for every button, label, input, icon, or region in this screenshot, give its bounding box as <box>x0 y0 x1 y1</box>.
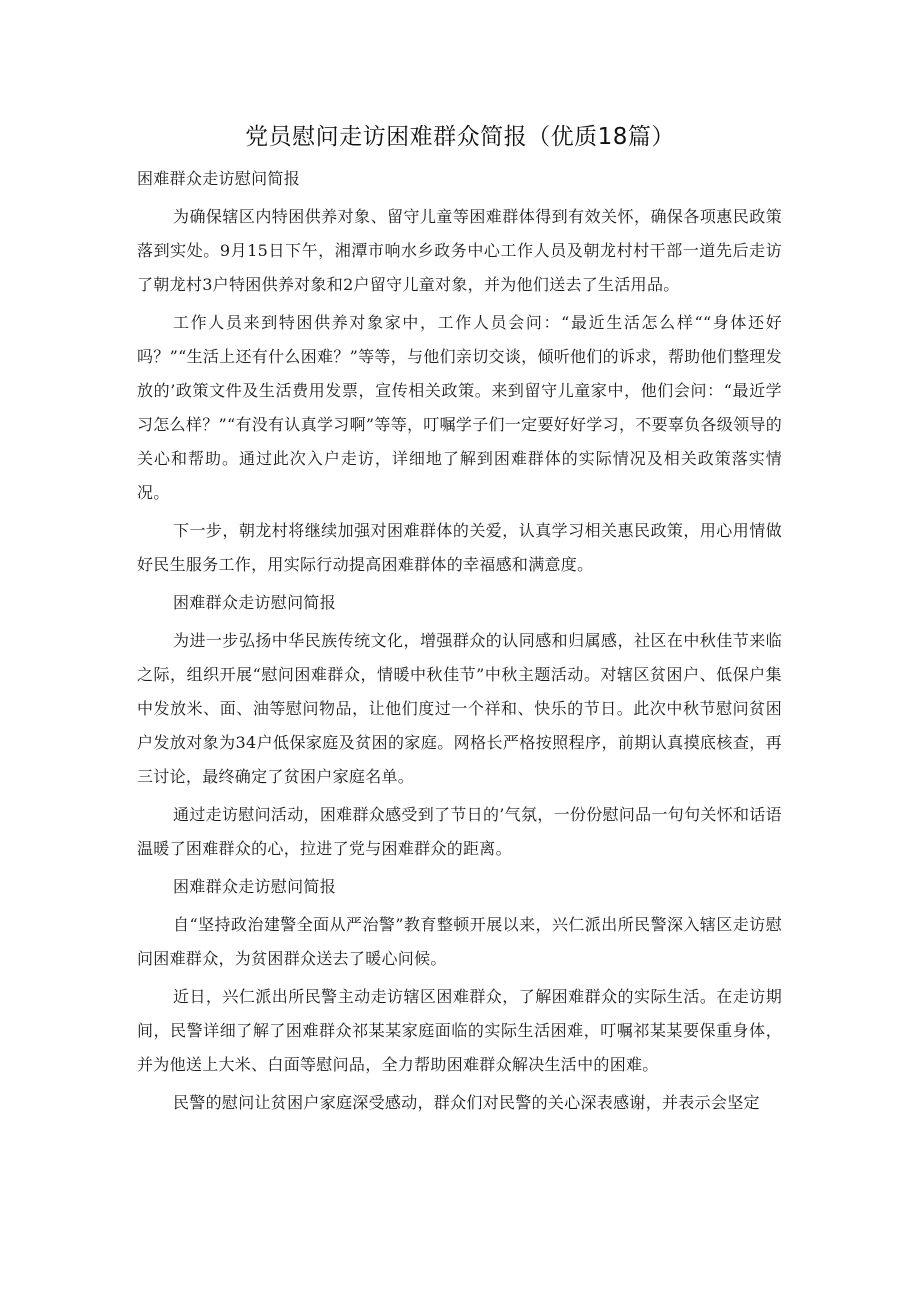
paragraph: 通过走访慰问活动，困难群众感受到了节日的’气氛，一份份慰问品一句句关怀和话语温暖了困难群众的心，拉进了党与困难群众的距离。 <box>137 805 782 858</box>
paragraph: 为进一步弘扬中华民族传统文化，增强群众的认同感和归属感，社区在中秋佳节来临之际，组织开展“慰问困难群众，情暖中秋佳节”中秋主题活动。对辖区贫困户、低保户集中发放米、面、油等慰问物品，让他们度过一个祥和、快乐的节日。此次中秋节慰问贫困户发放对象为34户低保家庭及贫困的家庭。网格长严格按照程序，前期认真摸底核查，再三讨论，最终确定了贫困户家庭名单。 <box>137 631 782 786</box>
paragraph: 自“坚持政治建警全面从严治警”教育整顿开展以来，兴仁派出所民警深入辖区走访慰问困难群众，为贫困群众送去了暖心问候。 <box>137 915 782 968</box>
paragraph: 工作人员来到特困供养对象家中，工作人员会问：“最近生活怎么样““身体还好吗？”“生活上还有什么困难？”等等，与他们亲切交谈，倾听他们的诉求，帮助他们整理发放的’政策文件及生活费用发票，宣传相关政策。来到留守儿童家中，他们会问：“最近学习怎么样？”“有没有认真学习啊”等等，叮嘱学子们一定要好好学习，不要辜负各级领导的关心和帮助。通过此次入户走访，详细地了解到困难群体的实际情况及相关政策落实情况。 <box>137 313 782 502</box>
paragraph: 近日，兴仁派出所民警主动走访辖区困难群众，了解困难群众的实际生活。在走访期间，民警详细了解了困难群众祁某某家庭面临的实际生活困难，叮嘱祁某某要保重身体，并为他送上大米、白面等慰问品，全力帮助困难群众解决生活中的困难。 <box>137 987 782 1074</box>
paragraph: 下一步，朝龙村将继续加强对困难群体的关爱，认真学习相关惠民政策，用心用情做好民生服务工作，用实际行动提高困难群体的幸福感和满意度。 <box>137 521 782 574</box>
section-heading: 困难群众走访慰问简报 <box>137 169 301 188</box>
paragraph: 为确保辖区内特困供养对象、留守儿童等困难群体得到有效关怀，确保各项惠民政策落到实处。9月15日下午，湘潭市响水乡政务中心工作人员及朝龙村村干部一道先后走访了朝龙村3户特困供养对象和2户留守儿童对象，并为他们送去了生活用品。 <box>137 207 782 294</box>
document-body <box>137 162 782 1120</box>
section-heading: 困难群众走访慰问简报 <box>173 593 337 612</box>
document-title: 党员慰问走访困难群众简报（优质18篇） <box>245 124 675 150</box>
paragraph: 民警的慰问让贫困户家庭深受感动，群众们对民警的关心深表感谢，并表示会坚定 <box>173 1093 760 1112</box>
section-heading: 困难群众走访慰问简报 <box>173 877 337 896</box>
